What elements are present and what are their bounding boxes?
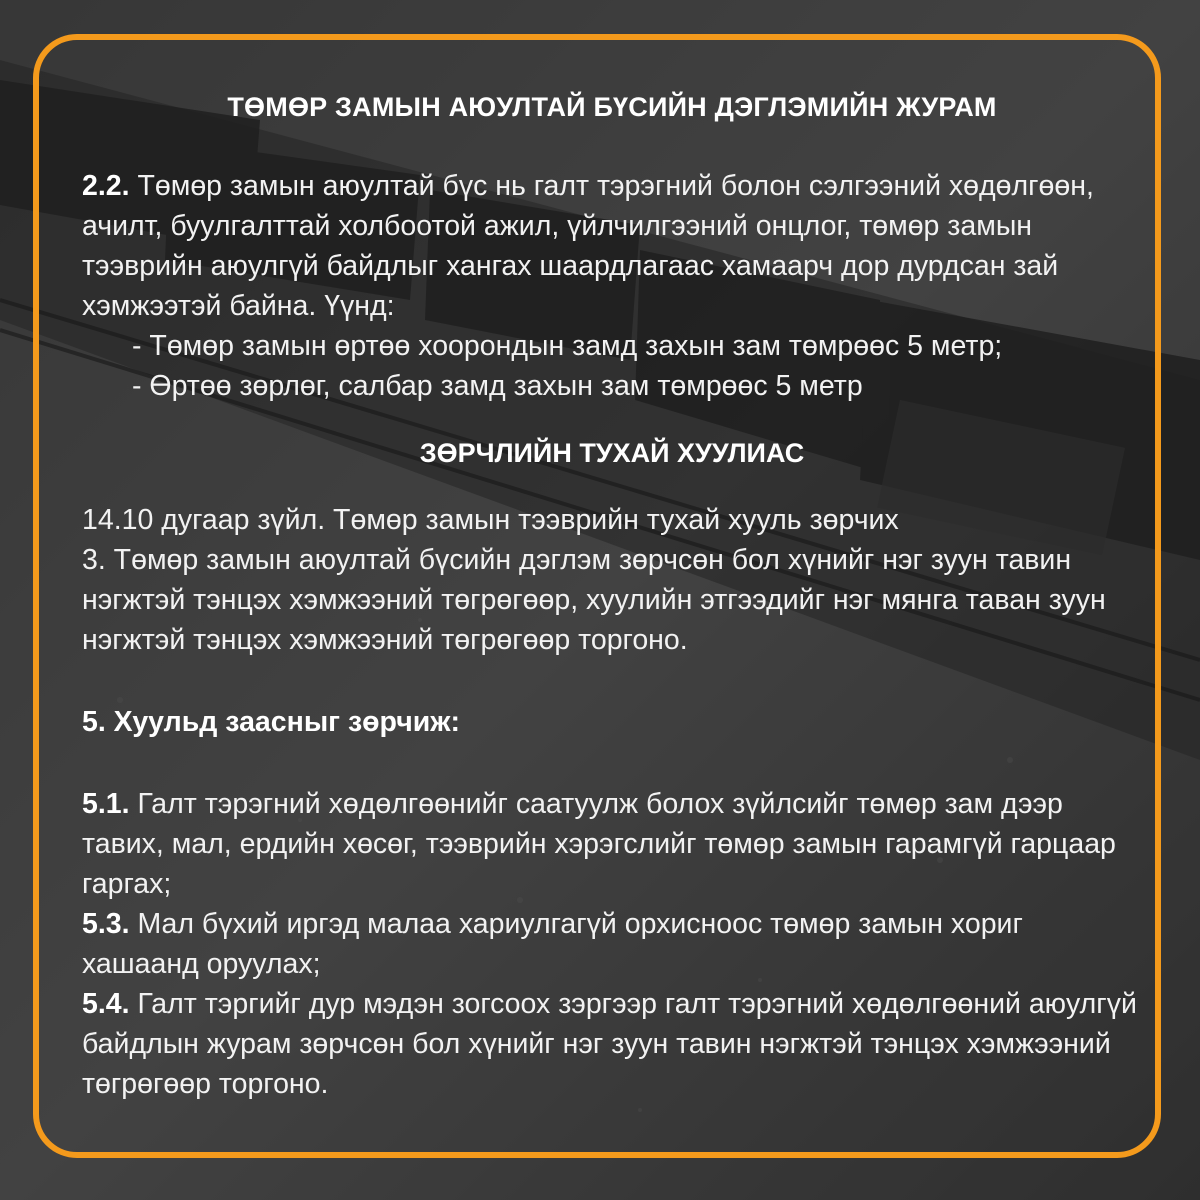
- item-text: Галт тэргийг дур мэдэн зогсоох зэргээр галт тэрэгний хөдөлгөөний аюулгүй байдлын журам зөрчсөн бол хүнийг нэг зуун тавин нэгжтэй тэнцэх хэмжээний төгрөгөөр торгоно.: [82, 988, 1137, 1100]
- section-number: 2.2.: [82, 170, 130, 202]
- content: [82, 78, 1142, 1104]
- item-5-4: [82, 984, 1142, 1104]
- item-number: 5.3.: [82, 908, 130, 940]
- section-text: Төмөр замын аюултай бүс нь галт тэрэгний болон сэлгээний хөдөлгөөн, ачилт, буулгалттай холбоотой ажил, үйлчилгээний онцлог, төмөр замын тээврийн аюулгүй байдлыг хангах шаардлагаас хамаарч дор дурдсан зай хэмжээтэй байна. Үүнд:: [82, 170, 1094, 322]
- list-item: - Төмөр замын өртөө хоорондын замд захын зам төмрөөс 5 метр;: [132, 330, 1003, 362]
- penalty-paragraph: 3. Төмөр замын аюултай бүсийн дэглэм зөрчсөн бол хүнийг нэг зуун тавин нэгжтэй тэнцэх хэмжээний төгрөгөөр, хуулийн этгээдийг нэг мянга таван зуун нэгжтэй тэнцэх хэмжээний төгрөгөөр торгоно.: [82, 544, 1106, 656]
- distance-list: [82, 326, 1142, 406]
- item-text: Галт тэрэгний хөдөлгөөнийг саатуулж болох зүйлсийг төмөр зам дээр тавих, мал, ердийн хөсөг, тээврийн хэрэгслийг төмөр замын гарамгүй гарцаар гаргах;: [82, 788, 1116, 900]
- item-text: Мал бүхий иргэд малаа хариулгагүй орхисноос төмөр замын хориг хашаанд оруулах;: [82, 908, 1023, 980]
- item-number: 5.4.: [82, 988, 130, 1020]
- violation-section-title: ЗӨРЧЛИЙН ТУХАЙ ХУУЛИАС: [419, 438, 805, 468]
- item-5-3: [82, 904, 1142, 984]
- section-5-heading: 5. Хуульд заасныг зөрчиж:: [82, 706, 461, 738]
- list-item: - Өртөө зөрлөг, салбар замд захын зам төмрөөс 5 метр: [132, 370, 863, 402]
- page-title: ТӨМӨР ЗАМЫН АЮУЛТАЙ БҮСИЙН ДЭГЛЭМИЙН ЖУРАМ: [227, 92, 997, 122]
- item-number: 5.1.: [82, 788, 130, 820]
- item-5-1: [82, 784, 1142, 904]
- section-2-2-paragraph: [82, 166, 1142, 326]
- article-line: 14.10 дугаар зүйл. Төмөр замын тээврийн тухай хууль зөрчих: [82, 504, 899, 536]
